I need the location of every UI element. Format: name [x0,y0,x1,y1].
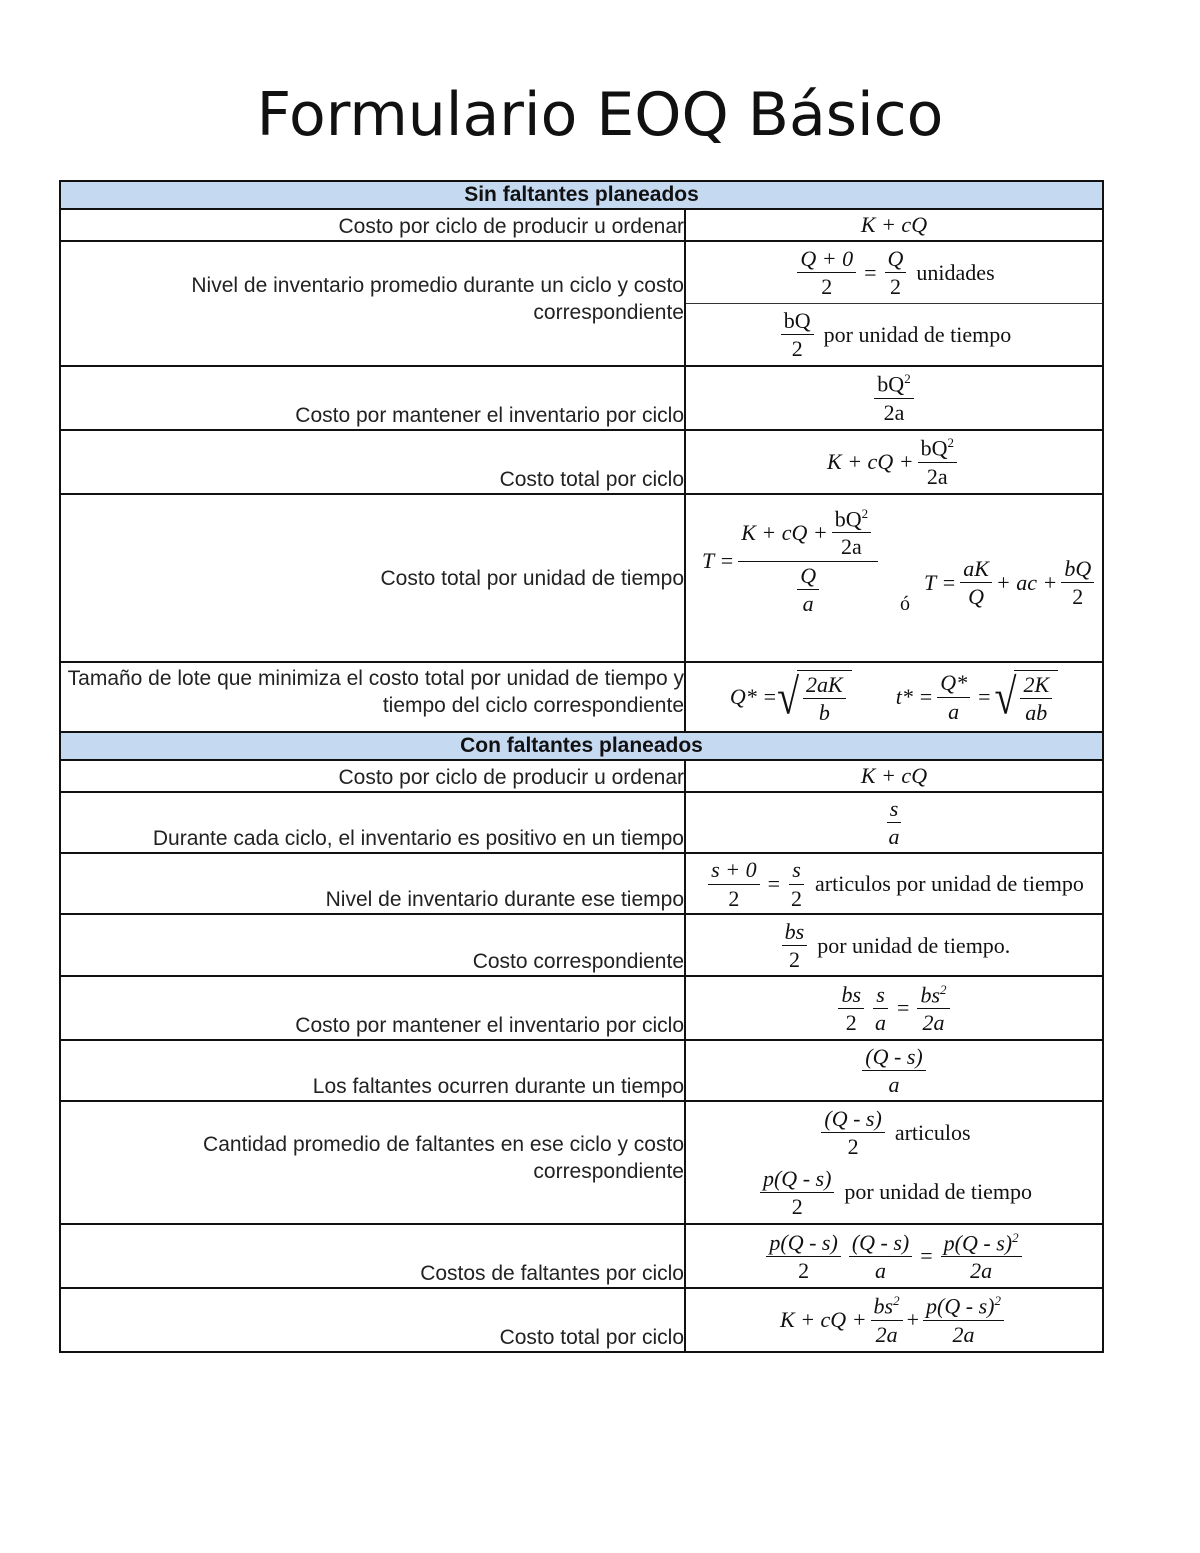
denominator: 2a [841,534,862,560]
numerator: Q [797,564,819,590]
formula-term: K + cQ + [827,448,914,474]
formula-cell [685,1040,1103,1101]
section-header-sin-faltantes: Sin faltantes planeados [60,181,1103,209]
denominator: b [818,700,830,725]
formula: K + cQ [860,212,928,237]
section-header-con-faltantes: Con faltantes planeados [60,732,1103,760]
exponent: 2 [1012,1229,1019,1245]
denominator: 2 [791,885,802,911]
row-label: Costo por mantener el inventario por ciclo [60,366,685,430]
denominator: a [802,590,814,616]
row-label: Costo por ciclo de producir u ordenar [60,760,685,792]
formula-term: T = [702,547,735,573]
operator: = [864,259,877,285]
operator: + [906,1306,920,1332]
denominator: a [888,824,900,849]
denominator: 2 [821,274,833,299]
numerator: s + 0 [708,858,759,884]
exponent: 2 [994,1293,1001,1309]
denominator: a [875,1009,887,1035]
denominator: a [875,1257,887,1283]
numerator: (Q - s) [849,1231,912,1257]
denominator: a [888,1072,900,1097]
row-label: Costo total por ciclo [60,430,685,494]
formula [686,242,1102,303]
formula-table [59,180,1104,1353]
denominator: 2 [791,1193,803,1219]
formula [702,507,882,615]
unit-text: por unidad de tiempo [844,1179,1032,1205]
row-label: Costo correspondiente [60,914,685,976]
formula [686,303,1102,365]
operator: = [920,1243,933,1269]
row-label: Costos de faltantes por ciclo [60,1224,685,1288]
numerator: bs [873,1293,894,1319]
formula-cell [685,494,1103,662]
formula [704,858,1084,909]
formula [762,1231,1025,1283]
row-label: Costo total por unidad de tiempo [60,494,685,662]
numerator: bQ [920,435,948,461]
denominator: 2 [889,274,901,299]
formula [817,1107,970,1158]
numerator: bs [920,981,941,1007]
row-label: Nivel de inventario promedio durante un ciclo y costo correspondiente [60,241,685,366]
numerator: 2K [1020,673,1052,699]
formula-cell [685,976,1103,1040]
row-label: Costo total por ciclo [60,1288,685,1352]
numerator: s [789,858,804,884]
denominator: 2 [791,336,803,361]
denominator: 2 [847,1134,859,1160]
page-title: Formulario EOQ Básico [256,80,944,150]
denominator: 2 [788,947,800,972]
formula-cell [685,430,1103,494]
formula-cell [685,760,1103,792]
formula [924,557,1098,608]
numerator: p(Q - s) [926,1293,995,1319]
numerator: (Q - s) [862,1045,925,1071]
unit-text: articulos [894,1119,971,1145]
exponent: 2 [904,371,911,387]
formula [780,1294,1008,1346]
unit-text: unidades [916,259,995,285]
numerator: bQ [834,506,862,532]
numerator: Q + 0 [797,247,856,273]
formula-cell [685,366,1103,430]
numerator: bs [838,983,864,1009]
denominator: 2a [883,399,905,425]
numerator: s [873,983,888,1009]
formula-term: K + cQ + [780,1306,867,1332]
sqrt-icon: √ [994,668,1017,725]
formula-cell [685,209,1103,241]
unit-text: por unidad de tiempo [823,321,1012,347]
numerator: bQ [1061,557,1094,583]
formula [756,1167,1032,1218]
sqrt-icon: √ [777,668,800,725]
row-label: Durante cada ciclo, el inventario es positivo en un tiempo [60,792,685,853]
denominator: 2a [970,1258,993,1284]
unit-text: articulos por unidad de tiempo [815,871,1084,896]
numerator: 2aK [803,673,846,699]
row-label: Costo por mantener el inventario por ciclo [60,976,685,1040]
formula-cell [685,1101,1103,1224]
denominator: 2a [926,463,948,489]
exponent: 2 [947,435,954,451]
operator: = [978,684,991,709]
denominator: Q [968,584,984,610]
operator: = [767,871,780,896]
exponent: 2 [893,1293,900,1309]
formula-term: Q* = [729,684,778,709]
exponent: 2 [861,506,869,521]
formula-term: t* = [895,684,934,709]
denominator: 2 [798,1257,810,1283]
formula-cell [685,1224,1103,1288]
formula [834,983,953,1035]
numerator: bQ [781,309,814,335]
numerator: p(Q - s) [766,1231,840,1257]
unit-text: por unidad de tiempo. [817,932,1011,958]
formula-cell [685,853,1103,914]
formula-term: + ac + [995,569,1058,595]
denominator: 2 [728,885,740,911]
denominator: a [948,698,960,724]
formula-cell [685,914,1103,976]
formula-term: T = [924,569,957,595]
numerator: s [887,797,902,823]
formula [730,670,1058,724]
denominator: 2a [922,1010,945,1036]
row-label: Los faltantes ocurren durante un tiempo [60,1040,685,1101]
denominator: 2 [1072,584,1084,610]
numerator: aK [960,557,992,583]
exponent: 2 [940,981,947,997]
denominator: 2 [845,1009,857,1035]
operator: = [897,995,910,1021]
formula-cell [685,792,1103,853]
formula [827,436,961,488]
numerator: Q* [937,671,970,697]
formula-cell [685,1288,1103,1352]
row-label: Cantidad promedio de faltantes en ese ciclo y costo correspondiente [60,1101,685,1224]
formula [778,920,1011,971]
numerator: p(Q - s) [760,1167,834,1193]
row-label: Tamaño de lote que minimiza el costo total por unidad de tiempo y tiempo del ciclo correspondiente [60,662,685,732]
numerator: p(Q - s) [943,1229,1013,1255]
formula-cell [685,241,1103,366]
formula-term: K + cQ + [741,520,828,546]
numerator: Q [885,247,907,273]
denominator: 2a [952,1321,975,1347]
numerator: (Q - s) [821,1107,884,1133]
row-label: Costo por ciclo de producir u ordenar [60,209,685,241]
numerator: bQ [877,371,905,397]
denominator: ab [1025,700,1048,725]
denominator: 2a [875,1321,898,1347]
numerator: bs [782,920,808,946]
formula: K + cQ [860,763,928,788]
or-text: ó [900,593,910,615]
formula-cell [685,662,1103,732]
row-label: Nivel de inventario durante ese tiempo [60,853,685,914]
